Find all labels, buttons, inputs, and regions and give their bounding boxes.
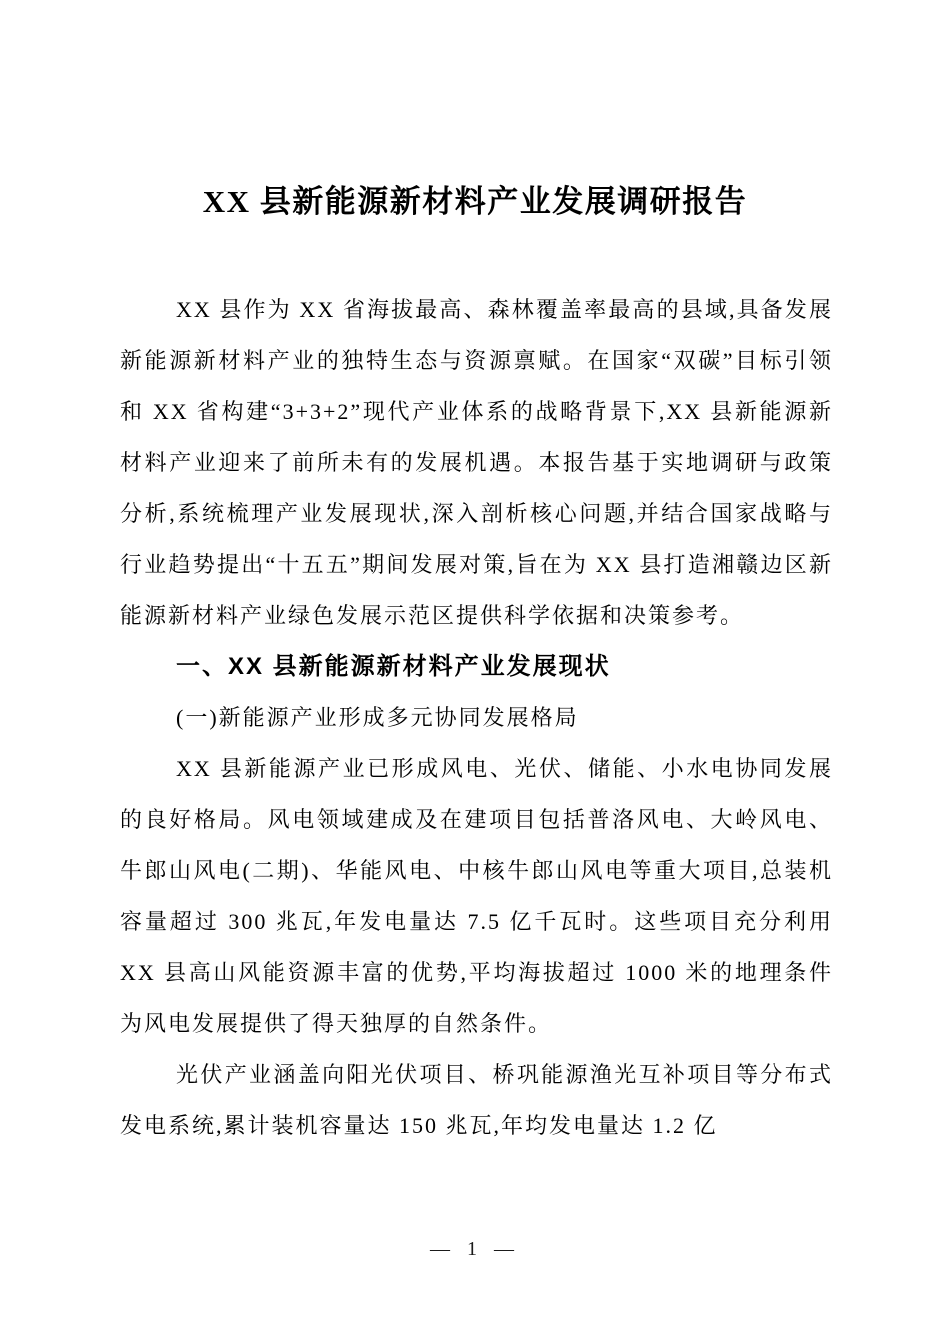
wind-power-paragraph: XX 县新能源产业已形成风电、光伏、储能、小水电协同发展的良好格局。风电领域建成及在建项目包括普洛风电、大岭风电、牛郎山风电(二期)、华能风电、中核牛郎山风电等重大项目,总装机容量超过 300 兆瓦,年发电量达 7.5 亿千瓦时。这些项目充分利用 XX 县高山风能资源丰富的优势,平均海拔超过 1000 米的地理条件为风电发展提供了得天独厚的自然条件。 (120, 756, 833, 1036)
solar-power-paragraph: 光伏产业涵盖向阳光伏项目、桥巩能源渔光互补项目等分布式发电系统,累计装机容量达 150 兆瓦,年均发电量达 1.2 亿 (120, 1062, 833, 1138)
document-title: XX 县新能源新材料产业发展调研报告 (202, 184, 748, 219)
subsection-1-1-heading: (一)新能源产业形成多元协同发展格局 (176, 705, 579, 730)
page-footer (0, 1238, 950, 1261)
intro-paragraph: XX 县作为 XX 省海拔最高、森林覆盖率最高的县域,具备发展新能源新材料产业的独特生态与资源禀赋。在国家“双碳”目标引领和 XX 省构建“3+3+2”现代产业体系的战略背景下,XX 县新能源新材料产业迎来了前所未有的发展机遇。本报告基于实地调研与政策分析,系统梳理产业发展现状,深入剖析核心问题,并结合国家战略与行业趋势提出“十五五”期间发展对策,旨在为 XX 县打造湘赣边区新能源新材料产业绿色发展示范区提供科学依据和决策参考。 (120, 297, 833, 628)
page-number: — 1 — (430, 1238, 520, 1260)
document-body (120, 284, 833, 1151)
section-1-heading: 一、XX 县新能源新材料产业发展现状 (176, 653, 611, 680)
